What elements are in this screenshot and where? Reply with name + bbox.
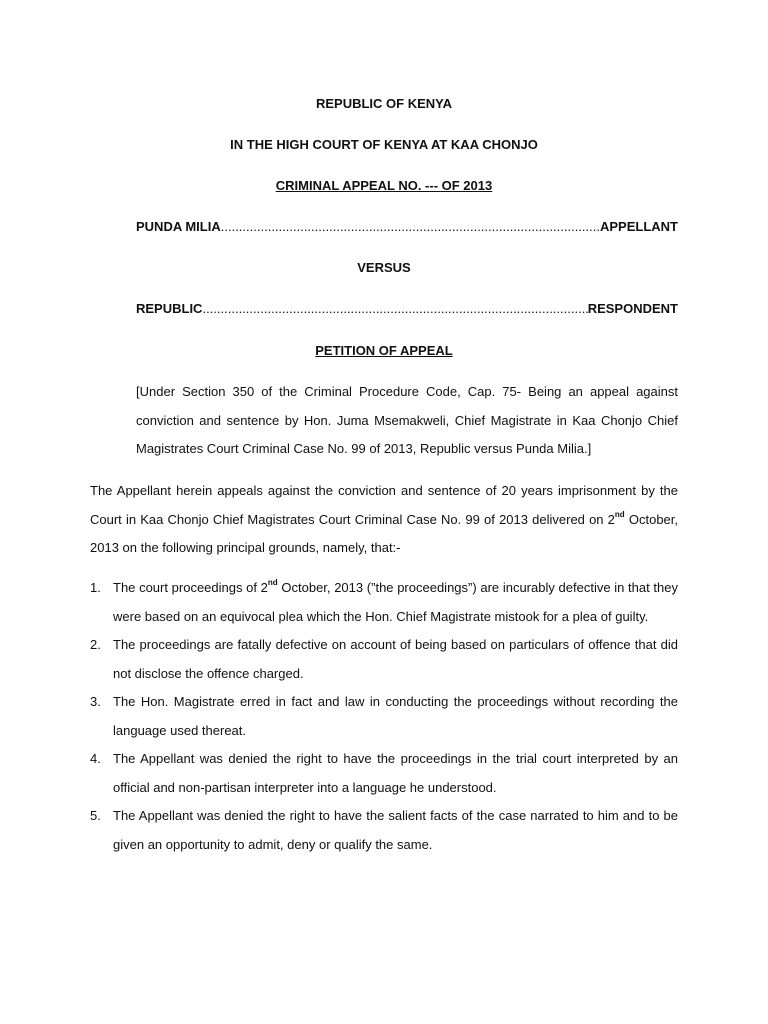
ground-text: The Appellant was denied the right to have the salient facts of the case narrated to him and to be given an opportunity to admit, deny or qualify the same. [113, 808, 678, 852]
versus-heading: VERSUS [357, 260, 411, 275]
ground-text-part2: October, 2013 (”the proceedings”) are incurably defective in that they were based on an equivocal plea which the Hon. Chief Magistrate mistook for a plea of guilty. [113, 580, 678, 624]
ground-number: 2. [90, 637, 101, 652]
ground-text: The Hon. Magistrate erred in fact and law in conducting the proceedings without recording the language used thereat. [113, 694, 678, 738]
court-heading: IN THE HIGH COURT OF KENYA AT KAA CHONJO [230, 137, 538, 152]
petition-title: PETITION OF APPEAL [315, 343, 453, 358]
ground-text-part1: The court proceedings of 2 [113, 580, 268, 595]
ground-item-4 [90, 745, 678, 802]
petition-title-line [0, 343, 768, 359]
appellant-dot-leader [221, 219, 600, 235]
respondent-role: RESPONDENT [587, 301, 678, 316]
intro-text-part1: The Appellant herein appeals against the conviction and sentence of 20 years imprisonment by the Court in Kaa Chonjo Chief Magistrates Court Criminal Case No. 99 of 2013 delivered on 2 [90, 483, 678, 527]
appellant-line [136, 219, 678, 235]
ground-number: 4. [90, 751, 101, 766]
ground-text: The Appellant was denied the right to have the proceedings in the trial court interpreted by an official and non-partisan interpreter into a language he understood. [113, 751, 678, 795]
respondent-name: REPUBLIC [136, 301, 203, 316]
republic-heading: REPUBLIC OF KENYA [315, 96, 453, 111]
appellant-role: APPELLANT [600, 219, 678, 234]
ground-number: 5. [90, 808, 101, 823]
appeal-number-heading: CRIMINAL APPEAL NO. --- OF 2013 [275, 178, 493, 193]
appeal-number-line [0, 178, 768, 194]
ground-number: 1. [90, 580, 101, 595]
intro-paragraph [90, 477, 678, 563]
ground-superscript: nd [267, 578, 278, 587]
ground-item-5 [90, 802, 678, 859]
intro-superscript: nd [614, 509, 625, 519]
statutory-note: [Under Section 350 of the Criminal Procedure Code, Cap. 75- Being an appeal against conviction and sentence by Hon. Juma Msemakweli, Chief Magistrate in Kaa Chonjo Chief Magistrates Court Criminal Case No. 99 of 2013, Republic versus Punda Milia.] [136, 384, 678, 456]
ground-item-3 [90, 688, 678, 745]
ground-item-1 [90, 574, 678, 631]
ground-item-2 [90, 631, 678, 688]
ground-text: The proceedings are fatally defective on account of being based on particulars of offence that did not disclose the offence charged. [113, 637, 678, 681]
respondent-line [136, 301, 678, 317]
respondent-dot-leader [202, 301, 587, 317]
appellant-name: PUNDA MILIA [136, 219, 221, 234]
ground-number: 3. [90, 694, 101, 709]
grounds-list [90, 574, 678, 859]
intro-text-part2: October, 2013 on the following principal grounds, namely, that:- [90, 511, 679, 555]
